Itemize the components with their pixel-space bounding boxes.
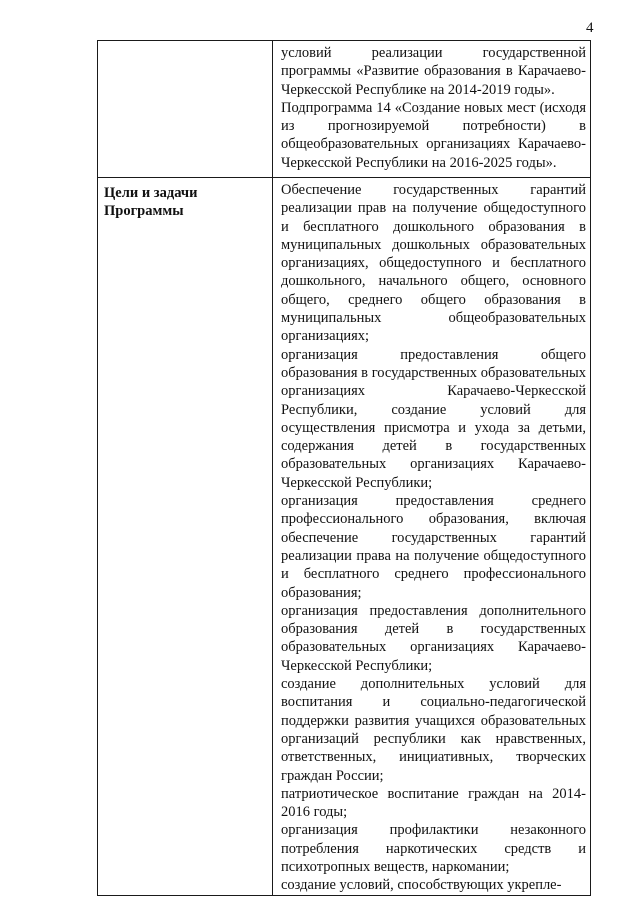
paragraph: организация предоставления дополнительного образования детей в государственных образовательных организациях Карачаево-Черкесской Республики; [281, 602, 586, 674]
cell-text [273, 41, 590, 172]
table-cell-label [98, 41, 273, 178]
paragraph: организация профилактики незаконного потребления наркотических средств и психотропных веществ, наркомании; [281, 822, 586, 875]
paragraph: Обеспечение государственных гарантий реализации прав на получение общедоступного и бесплатного дошкольного образования в муниципальных дошкольных образовательных организациях, общедоступного и бесплатного дошкольного, начального общего, основного общего, среднего общего образования в муниципальных общеобразовательных организациях; [281, 182, 586, 345]
paragraph: создание дополнительных условий для воспитания и социально-педагогической поддержки развития учащихся образовательных организаций республики как нравственных, ответственных, инициативных, творческих граждан России; [281, 676, 586, 784]
table-row [98, 178, 591, 896]
cell-text [273, 178, 590, 895]
page-number: 4 [586, 20, 594, 36]
paragraph: организация предоставления среднего профессионального образования, включая обеспечение государственных гарантий реализации права на получение общедоступного и бесплатного среднего профессионального образования; [281, 493, 586, 601]
section-label-line: Цели и задачи [104, 185, 198, 201]
table-cell-content [273, 178, 591, 896]
paragraph: условий реализации государственной программы «Развитие образования в Карачаево-Черкесской Республике на 2014-2019 годы». [281, 45, 586, 98]
table-cell-content [273, 41, 591, 178]
section-label-line: Программы [104, 203, 184, 219]
paragraph: создание условий, способствующих укрепле- [281, 877, 562, 894]
table-row [98, 41, 591, 178]
paragraph: патриотическое воспитание граждан на 2014-2016 годы; [281, 785, 586, 821]
table-cell-label [98, 178, 273, 896]
paragraph: организация предоставления общего образования в государственных образовательных организациях Карачаево-Черкесской Республики, создание условий для осуществления присмотра и ухода за детьми, содержания детей в государственных образовательных организациях Карачаево-Черкесской Республики; [281, 346, 586, 491]
paragraph: Подпрограмма 14 «Создание новых мест (исходя из прогнозируемой потребности) в общеобразовательных организациях Карачаево-Черкесской Республики на 2016-2025 годы». [281, 99, 586, 171]
program-passport-table [97, 40, 591, 896]
section-label [98, 178, 272, 220]
